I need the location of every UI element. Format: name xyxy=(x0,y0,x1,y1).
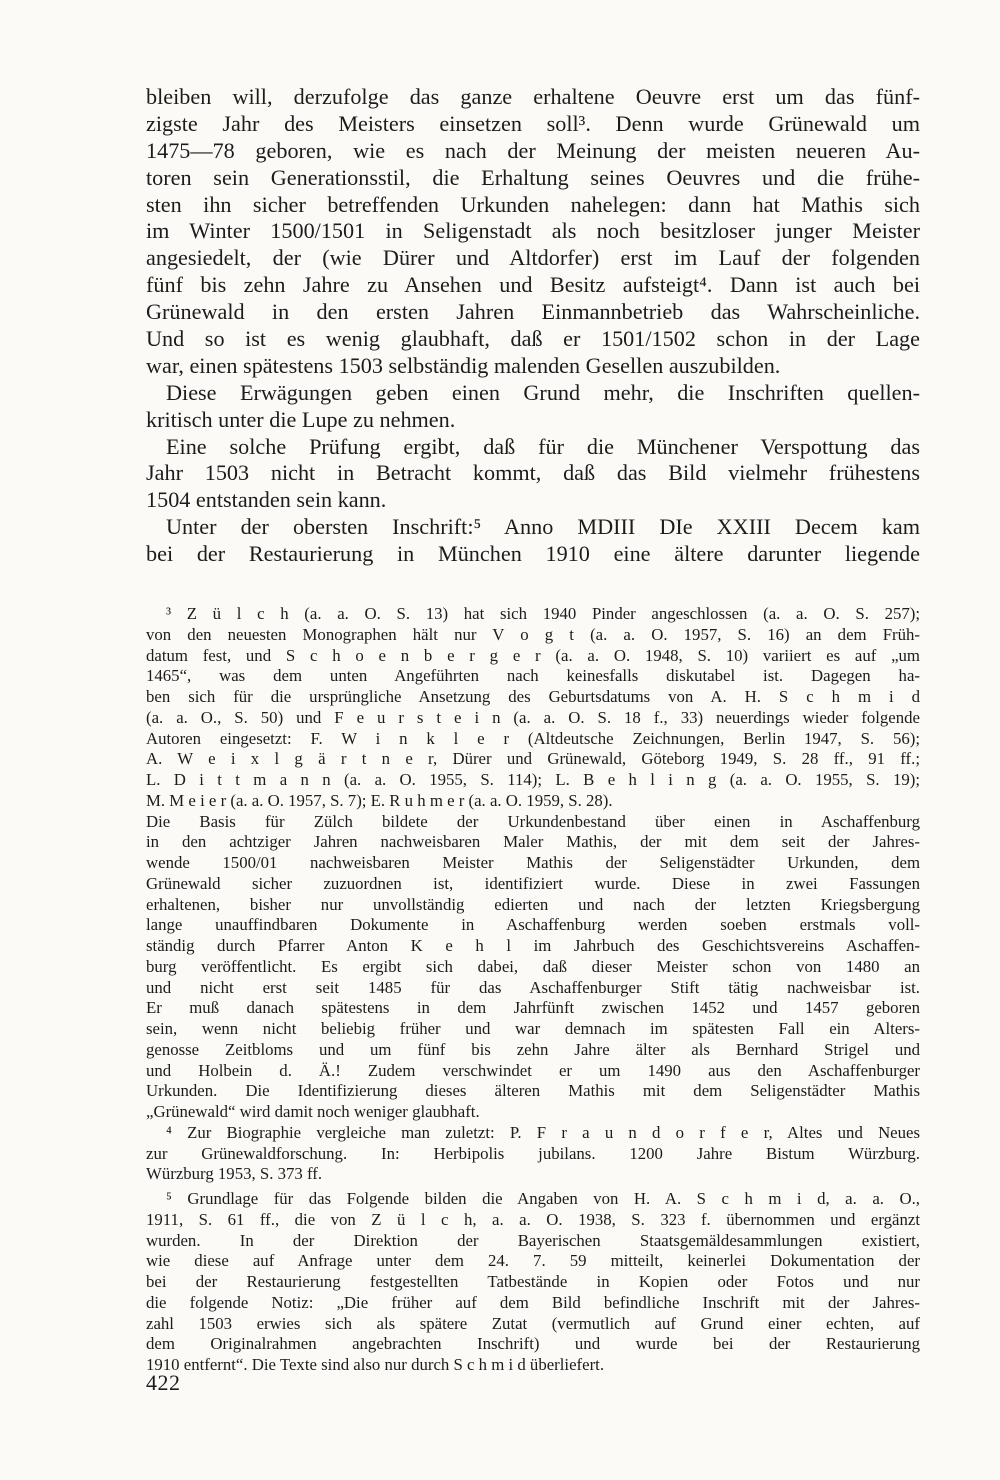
footnote-line: M. M e i e r (a. a. O. 1957, S. 7); E. R u h m e r (a. a. O. 1959, S. 28). xyxy=(146,790,613,810)
footnote-line: in den achtziger Jahren nachweisbaren Maler Mathis, der mit dem seit der Jahres- xyxy=(146,832,920,852)
body-line: bleiben will, derzufolge das ganze erhaltene Oeuvre erst um das fünf- xyxy=(146,84,920,109)
footnote-line: datum fest, und S c h o e n b e r g e r (a. a. O. 1948, S. 10) variiert es auf „um xyxy=(146,645,920,665)
footnote-line: „Grünewald“ wird damit noch weniger glaubhaft. xyxy=(146,1102,480,1122)
body-line: zigste Jahr des Meisters einsetzen soll³. Denn wurde Grünewald um xyxy=(146,110,920,136)
footnote-line: wie diese auf Anfrage unter dem 24. 7. 59 mitteilt, keinerlei Dokumentation der xyxy=(146,1251,920,1271)
page-content xyxy=(146,84,920,1376)
footnote-line: wende 1500/01 nachweisbaren Meister Mathis der Seligenstädter Urkunden, dem xyxy=(146,853,920,873)
footnote-line: dem Originalrahmen angebrachten Inschrift) und wurde bei der Restaurierung xyxy=(146,1334,920,1354)
footnote-line: die folgende Notiz: „Die früher auf dem Bild befindliche Inschrift mit der Jahres- xyxy=(146,1292,920,1312)
body-line: 1504 entstanden sein kann. xyxy=(146,487,387,513)
footnote-line: Grünewald sicher zuzuordnen ist, identifiziert wurde. Diese in zwei Fassungen xyxy=(146,873,920,893)
body-line: Grünewald in den ersten Jahren Einmannbetrieb das Wahrscheinliche. xyxy=(146,299,920,325)
body-line: Unter der obersten Inschrift:⁵ Anno MDIII DIe XXIII Decem kam xyxy=(166,514,920,540)
footnote-line: burg veröffentlicht. Es ergibt sich dabei, daß dieser Meister schon von 1480 an xyxy=(146,956,920,976)
footnote-line: 1911, S. 61 ff., die von Z ü l c h, a. a. O. 1938, S. 323 f. übernommen und ergänzt xyxy=(146,1209,920,1229)
footnote-line: ³ Z ü l c h (a. a. O. S. 13) hat sich 1940 Pinder angeschlossen (a. a. O. S. 257); xyxy=(166,604,920,624)
body-line: 1475—78 geboren, wie es nach der Meinung der meisten neueren Au- xyxy=(146,137,920,163)
footnote-line: A. W e i x l g ä r t n e r, Dürer und Grünewald, Göteborg 1949, S. 28 ff., 91 ff.; xyxy=(146,749,920,769)
footnote-line: lange unauffindbaren Dokumente in Aschaffenburg werden soeben erstmals voll- xyxy=(146,915,920,935)
body-line: Eine solche Prüfung ergibt, daß für die Münchener Verspottung das xyxy=(166,433,920,459)
footnote-line: genosse Zeitbloms und um fünf bis zehn Jahre älter als Bernhard Strigel und xyxy=(146,1039,920,1059)
footnote-line: von den neuesten Monographen hält nur V o g t (a. a. O. 1957, S. 16) an dem Früh- xyxy=(146,624,920,644)
footnote-line: erhaltenen, bisher nur unvollständig edierten und nach der letzten Kriegsbergung xyxy=(146,894,920,914)
footnote-line: Er muß danach spätestens in dem Jahrfünft zwischen 1452 und 1457 geboren xyxy=(146,998,920,1018)
footnote-line: wurden. In der Direktion der Bayerischen Staatsgemäldesammlungen existiert, xyxy=(146,1230,920,1250)
footnote-line: ⁴ Zur Biographie vergleiche man zuletzt: P. F r a u n d o r f e r, Altes und Neues xyxy=(166,1122,920,1142)
footnote-line: Urkunden. Die Identifizierung dieses älteren Mathis mit dem Seligenstädter Mathis xyxy=(146,1081,920,1101)
page-number: 422 xyxy=(146,1370,181,1395)
footnote-line: (a. a. O., S. 50) und F e u r s t e i n (a. a. O. S. 18 f., 33) neuerdings wieder folgende xyxy=(146,707,920,727)
footnote-line: Die Basis für Zülch bildete der Urkundenbestand über einen in Aschaffenburg xyxy=(146,811,920,831)
footnote-line: L. D i t t m a n n (a. a. O. 1955, S. 114); L. B e h l i n g (a. a. O. 1955, S. 19); xyxy=(146,770,920,790)
footnote-line: 1465“, was dem unten Angeführten nach keinesfalls diskutabel ist. Dagegen ha- xyxy=(146,666,920,686)
footnote-line: Autoren eingesetzt: F. W i n k l e r (Altdeutsche Zeichnungen, Berlin 1947, S. 56); xyxy=(146,728,920,748)
footnote-line: ben sich für die ursprüngliche Ansetzung des Geburtsdatums von A. H. S c h m i d xyxy=(146,687,920,707)
body-line: toren sein Generationsstil, die Erhaltung seines Oeuvres und die frühe- xyxy=(146,164,920,190)
body-line: Diese Erwägungen geben einen Grund mehr, die Inschriften quellen- xyxy=(166,379,920,405)
body-line: angesiedelt, der (wie Dürer und Altdorfer) erst im Lauf der folgenden xyxy=(146,245,920,271)
footnote-line: bei der Restaurierung festgestellten Tatbestände in Kopien oder Fotos und nur xyxy=(146,1272,920,1292)
body-line: Und so ist es wenig glaubhaft, daß er 1501/1502 schon in der Lage xyxy=(146,326,920,352)
body-line: Jahr 1503 nicht in Betracht kommt, daß das Bild vielmehr frühestens xyxy=(146,460,920,486)
body-line: bei der Restaurierung in München 1910 eine ältere darunter liegende xyxy=(146,541,920,567)
footnote-line: 1910 entfernt“. Die Texte sind also nur durch S c h m i d überliefert. xyxy=(146,1355,605,1375)
footnote-line: zahl 1503 erwies sich als spätere Zutat (vermutlich auf Grund einer echten, auf xyxy=(146,1313,920,1333)
footnote-line: und nicht erst seit 1485 für das Aschaffenburger Stift tätig nachweisbar ist. xyxy=(146,977,920,997)
footnotes xyxy=(146,604,920,1376)
body-line: kritisch unter die Lupe zu nehmen. xyxy=(146,406,456,432)
footnote-line: Würzburg 1953, S. 373 ff. xyxy=(146,1164,323,1184)
footnote-line: ständig durch Pfarrer Anton K e h l im Jahrbuch des Geschichtsvereins Aschaffen- xyxy=(146,936,920,956)
footnote-separator xyxy=(146,568,920,604)
body-line: fünf bis zehn Jahre zu Ansehen und Besitz aufsteigt⁴. Dann ist auch bei xyxy=(146,272,920,298)
body-line: war, einen spätestens 1503 selbständig malenden Gesellen auszubilden. xyxy=(146,352,781,378)
body-line: im Winter 1500/1501 in Seligenstadt als noch besitzloser junger Meister xyxy=(146,218,920,244)
body-line: sten ihn sicher betreffenden Urkunden nahelegen: dann hat Mathis sich xyxy=(146,191,920,217)
footnote-line: und Holbein d. Ä.! Zudem verschwindet er um 1490 aus den Aschaffenburger xyxy=(146,1060,920,1080)
footnote-line: zur Grünewaldforschung. In: Herbipolis jubilans. 1200 Jahre Bistum Würzburg. xyxy=(146,1143,920,1163)
body-text xyxy=(146,84,920,568)
footnote-line: sein, wenn nicht beliebig früher und war demnach im spätesten Fall ein Alters- xyxy=(146,1019,920,1039)
footnote-line: ⁵ Grundlage für das Folgende bilden die Angaben von H. A. S c h m i d, a. a. O., xyxy=(166,1189,920,1209)
